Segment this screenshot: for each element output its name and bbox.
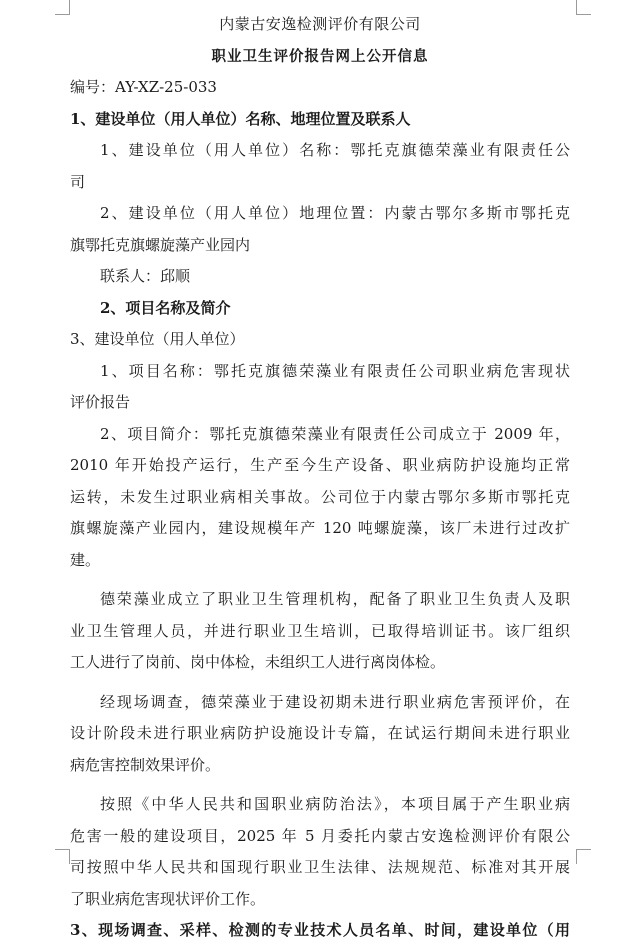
unit-location-line: 旗鄂托克旗螺旋藻产业园内 <box>70 235 251 254</box>
paragraph-line: 业卫生管理人员，并进行职业卫生培训，已取得培训证书。该厂组织 <box>70 621 570 640</box>
contact-person: 联系人：邱顺 <box>100 267 191 285</box>
paragraph-line: 危害一般的建设项目，2025 年 5 月委托内蒙古安逸检测评价有限公 <box>70 826 570 845</box>
unit-location-line: 2、建设单位（用人单位）地理位置：内蒙古鄂尔多斯市鄂托克 <box>100 204 570 222</box>
page-corner-mark <box>55 849 70 864</box>
paragraph-line: 旗螺旋藻产业园内，建设规模年产 120 吨螺旋藻，该厂未进行过改扩 <box>70 519 570 537</box>
section-1-heading: 1、建设单位（用人单位）名称、地理位置及联系人 <box>70 109 411 128</box>
page-corner-mark <box>576 849 591 864</box>
paragraph-line: 德荣藻业成立了职业卫生管理机构，配备了职业卫生负责人及职 <box>100 590 570 608</box>
project-name-line: 评价报告 <box>70 393 131 411</box>
paragraph-line: 经现场调查，德荣藻业于建设初期未进行职业病危害预评价，在 <box>100 692 570 711</box>
section-3-heading: 3、现场调查、采样、检测的专业技术人员名单、时间，建设单位（用 <box>70 921 570 939</box>
unit-name-line: 司 <box>70 172 86 191</box>
unit-name-line: 1、建设单位（用人单位）名称：鄂托克旗德荣藻业有限责任公 <box>100 141 570 159</box>
document-body <box>70 9 570 947</box>
paragraph-line: 司按照中华人民共和国现行职业卫生法律、法规规范、标准对其开展 <box>70 858 570 876</box>
management-paragraph <box>70 584 570 679</box>
legal-basis-paragraph <box>70 789 570 915</box>
document-title: 职业卫生评价报告网上公开信息 <box>211 47 429 65</box>
project-intro-paragraph <box>70 419 570 577</box>
investigation-paragraph <box>70 687 570 782</box>
section-2-heading: 2、项目名称及简介 <box>100 298 231 317</box>
paragraph-line: 运转，未发生过职业病相关事故。公司位于内蒙古鄂尔多斯市鄂托克 <box>70 487 570 506</box>
paragraph-line: 设计阶段未进行职业病防护设施设计专篇，在试运行期间未进行职业 <box>70 724 570 742</box>
document-number: 编号：AY-XZ-25-033 <box>70 78 217 96</box>
page-corner-mark <box>576 0 591 15</box>
page-corner-mark <box>55 0 70 15</box>
paragraph-line: 建。 <box>70 550 101 569</box>
paragraph-line: 2010 年开始投产运行，生产至今生产设备、职业病防护设施均正常 <box>70 456 570 474</box>
paragraph-line: 2、项目简介：鄂托克旗德荣藻业有限责任公司成立于 2009 年， <box>100 424 570 443</box>
paragraph-line: 病危害控制效果评价。 <box>70 755 221 774</box>
paragraph-line: 工人进行了岗前、岗中体检，未组织工人进行离岗体检。 <box>70 653 446 671</box>
project-name-line: 1、项目名称：鄂托克旗德荣藻业有限责任公司职业病危害现状 <box>100 361 570 380</box>
section-2-subheading: 3、建设单位（用人单位） <box>70 330 245 348</box>
paragraph-line: 按照《中华人民共和国职业病防治法》，本项目属于产生职业病 <box>100 795 570 813</box>
company-name: 内蒙古安逸检测评价有限公司 <box>219 15 421 33</box>
paragraph-line: 了职业病危害现状评价工作。 <box>70 889 266 908</box>
